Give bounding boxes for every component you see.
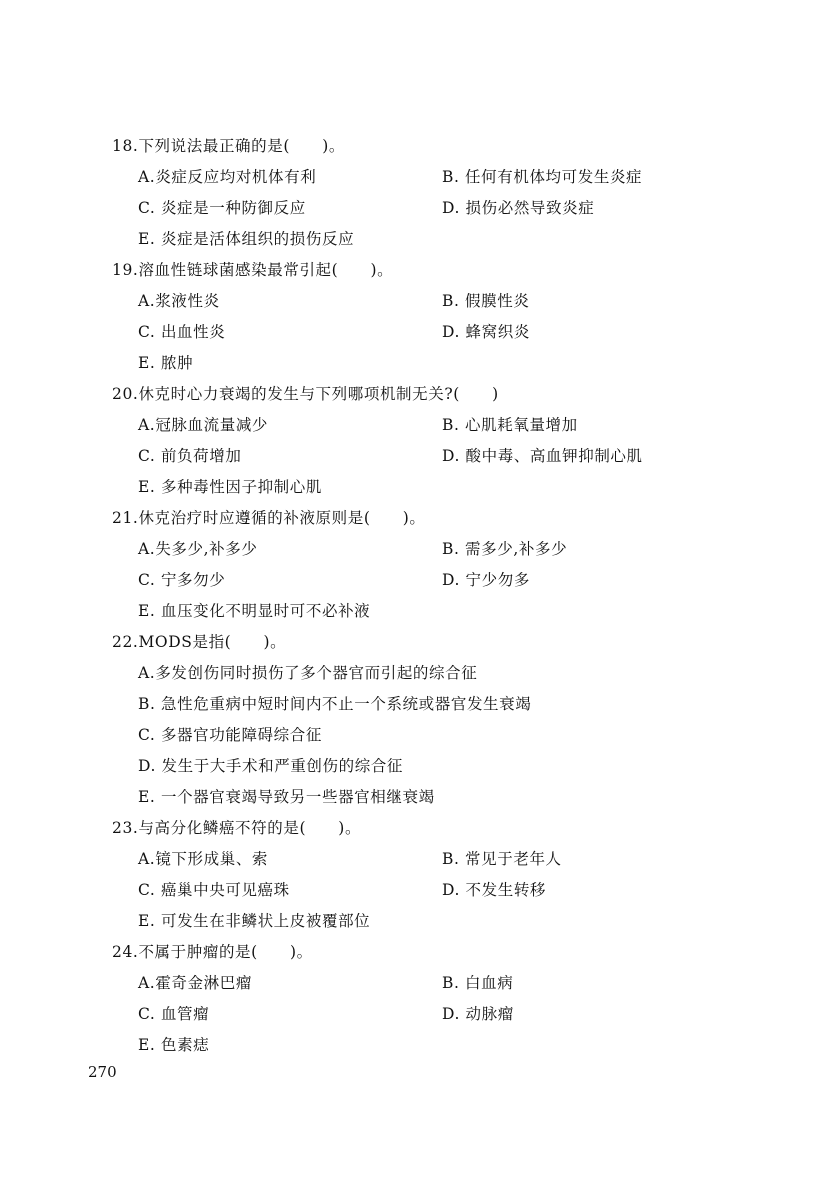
question-18-stem: 18.下列说法最正确的是( )。 — [112, 137, 345, 155]
question-21-stem: 21.休克治疗时应遵循的补液原则是( )。 — [112, 509, 426, 527]
question-20-option-a: A.冠脉血流量减少 — [138, 416, 269, 434]
page-number: 270 — [88, 1063, 117, 1081]
question-18-option-e: E. 炎症是活体组织的损伤反应 — [138, 230, 355, 248]
question-19-stem: 19.溶血性链球菌感染最常引起( )。 — [112, 261, 394, 279]
question-20-stem: 20.休克时心力衰竭的发生与下列哪项机制无关?( ) — [112, 385, 499, 403]
question-23-stem: 23.与高分化鳞癌不符的是( )。 — [112, 819, 362, 837]
question-22-option-e: E. 一个器官衰竭导致另一些器官相继衰竭 — [138, 788, 435, 806]
question-22-option-c: C. 多器官功能障碍综合征 — [138, 726, 322, 744]
question-22-option-b: B. 急性危重病中短时间内不止一个系统或器官发生衰竭 — [138, 695, 532, 713]
question-20-option-d: D. 酸中毒、高血钾抑制心肌 — [442, 447, 643, 465]
question-21-option-e: E. 血压变化不明显时可不必补液 — [138, 602, 371, 620]
question-24-stem: 24.不属于肿瘤的是( )。 — [112, 943, 313, 961]
question-19-option-d: D. 蜂窝织炎 — [442, 323, 530, 341]
question-19-option-c: C. 出血性炎 — [138, 323, 226, 341]
question-19-option-b: B. 假膜性炎 — [442, 292, 530, 310]
question-23-option-e: E. 可发生在非鳞状上皮被覆部位 — [138, 912, 371, 930]
question-20-option-c: C. 前负荷增加 — [138, 447, 242, 465]
question-22-option-d: D. 发生于大手术和严重创伤的综合征 — [138, 757, 404, 775]
question-22-stem: 22.MODS是指( )。 — [112, 633, 287, 651]
question-23-option-c: C. 癌巢中央可见癌珠 — [138, 881, 290, 899]
question-18-option-d: D. 损伤必然导致炎症 — [442, 199, 595, 217]
question-24-option-e: E. 色素痣 — [138, 1036, 210, 1054]
question-18-option-a: A.炎症反应均对机体有利 — [138, 168, 317, 186]
question-24-option-a: A.霍奇金淋巴瘤 — [138, 974, 252, 992]
question-24-option-b: B. 白血病 — [442, 974, 514, 992]
question-18-option-b: B. 任何有机体均可发生炎症 — [442, 168, 643, 186]
question-21-option-d: D. 宁少勿多 — [442, 571, 530, 589]
question-23-option-d: D. 不发生转移 — [442, 881, 547, 899]
question-21-option-b: B. 需多少,补多少 — [442, 540, 568, 558]
question-19-option-a: A.浆液性炎 — [138, 292, 220, 310]
question-24-option-d: D. 动脉瘤 — [442, 1005, 514, 1023]
question-23-option-b: B. 常见于老年人 — [442, 850, 562, 868]
question-20-option-b: B. 心肌耗氧量增加 — [442, 416, 578, 434]
question-23-option-a: A.镜下形成巢、索 — [138, 850, 269, 868]
question-19-option-e: E. 脓肿 — [138, 354, 194, 372]
question-18-option-c: C. 炎症是一种防御反应 — [138, 199, 306, 217]
question-21-option-a: A.失多少,补多少 — [138, 540, 258, 558]
question-22-option-a: A.多发创伤同时损伤了多个器官而引起的综合征 — [138, 664, 478, 682]
question-20-option-e: E. 多种毒性因子抑制心肌 — [138, 478, 322, 496]
question-21-option-c: C. 宁多勿少 — [138, 571, 226, 589]
question-24-option-c: C. 血管瘤 — [138, 1005, 210, 1023]
